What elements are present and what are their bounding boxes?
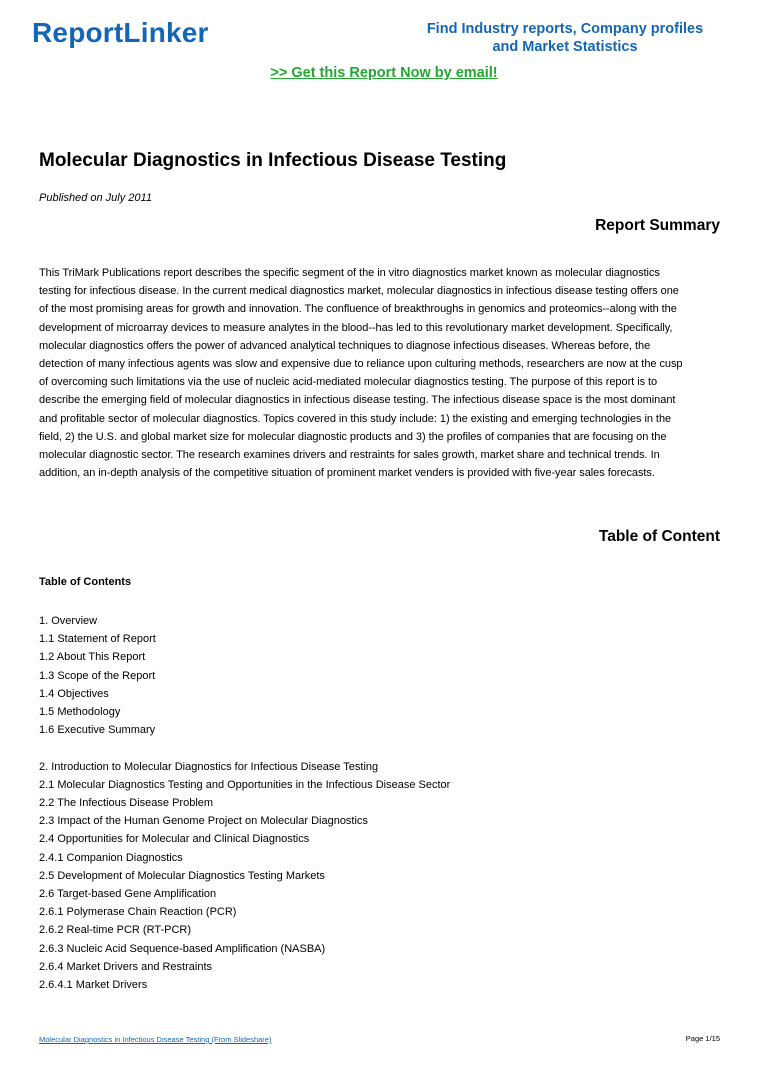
summary-line: of the most promising areas for growth and innovation. The confluence of breakthroughs in genomics and proteomics--along with the xyxy=(39,303,677,316)
get-report-link[interactable]: >> Get this Report Now by email! xyxy=(270,65,498,81)
table-of-content-heading: Table of Content xyxy=(598,528,720,545)
toc-item: 2.1 Molecular Diagnostics Testing and Opportunities in the Infectious Disease Sector xyxy=(39,778,451,791)
toc-item: 2.6 Target-based Gene Amplification xyxy=(39,888,217,901)
tagline xyxy=(405,20,725,56)
summary-line: and profitable sector of molecular diagnostics. Topics covered in this study include: 1) the existing and emerging technologies in the xyxy=(39,412,672,425)
toc-item: 2.6.4.1 Market Drivers xyxy=(39,979,148,992)
toc-item: 2.6.1 Polymerase Chain Reaction (PCR) xyxy=(39,906,237,919)
toc-title: Table of Contents xyxy=(39,576,132,588)
logo[interactable]: ReportLinker xyxy=(32,17,209,48)
summary-line: This TriMark Publications report describes the specific segment of the in vitro diagnostics market known as molecular diagnostics xyxy=(39,267,660,279)
summary-line: describe the emerging field of molecular diagnostics in infectious disease testing. The infectious disease space is the most dominant xyxy=(39,394,676,407)
published-date: Published on July 2011 xyxy=(39,192,152,204)
toc-item: 1.5 Methodology xyxy=(39,706,121,719)
toc-item: 1.4 Objectives xyxy=(39,687,109,700)
toc-item: 1.2 About This Report xyxy=(39,651,146,664)
toc-item: 2.4 Opportunities for Molecular and Clinical Diagnostics xyxy=(39,833,310,846)
toc-item: 2.3 Impact of the Human Genome Project on Molecular Diagnostics xyxy=(39,815,368,828)
toc-item: 1. Overview xyxy=(39,615,98,627)
toc-item: 1.1 Statement of Report xyxy=(39,633,156,646)
summary-line: development of microarray devices to measure analytes in the blood--has led to this revolutionary market development. Specifically, xyxy=(39,321,673,334)
report-summary-text xyxy=(39,264,729,482)
toc-item: 2.6.3 Nucleic Acid Sequence-based Amplification (NASBA) xyxy=(39,942,326,955)
summary-line: addition, an in-depth analysis of the competitive situation of prominent market venders is provided with five-year sales forecasts. xyxy=(39,467,655,480)
summary-line: testing for infectious disease. In the current medical diagnostics market, molecular diagnostics in infectious disease testing offers one xyxy=(39,285,679,298)
toc-item: 2.6.4 Market Drivers and Restraints xyxy=(39,960,213,973)
summary-line: field, 2) the U.S. and global market size for molecular diagnostic products and 3) the profiles of companies that are focusing on the xyxy=(39,430,667,443)
toc-item: 1.3 Scope of the Report xyxy=(39,669,156,682)
summary-line: of overcoming such limitations via the use of nucleic acid-mediated molecular diagnostics testing. The purpose of this report is to xyxy=(39,376,658,389)
toc-item: 2.2 The Infectious Disease Problem xyxy=(39,797,214,810)
report-summary-heading: Report Summary xyxy=(595,217,720,234)
toc-item: 2.6.2 Real-time PCR (RT-PCR) xyxy=(39,924,191,937)
summary-line: molecular diagnostics offers the power of advanced analytical techniques to diagnose infectious diseases. Whereas before, the xyxy=(39,339,651,352)
report-title: Molecular Diagnostics in Infectious Disease Testing xyxy=(39,150,507,171)
toc-item: 2.5 Development of Molecular Diagnostics Testing Markets xyxy=(39,869,325,882)
toc-item: 2. Introduction to Molecular Diagnostics for Infectious Disease Testing xyxy=(39,760,379,773)
toc-list xyxy=(39,612,450,994)
toc-spacer xyxy=(39,739,450,757)
tagline-line-1: Find Industry reports, Company profiles xyxy=(426,21,704,37)
toc-item: 2.4.1 Companion Diagnostics xyxy=(39,851,183,864)
footer-source-link[interactable]: Molecular Diagnostics in Infectious Disease Testing (From Slideshare) xyxy=(39,1035,272,1044)
summary-line: molecular diagnostic sector. The research examines drivers and restraints for sales growth, market share and technical trends. In xyxy=(39,449,660,462)
tagline-line-2: and Market Statistics xyxy=(492,39,638,55)
page-number: Page 1/15 xyxy=(685,1034,720,1043)
summary-line: detection of many infectious agents was slow and expensive due to reliance upon culturing methods, researchers are now at the cusp xyxy=(39,358,683,371)
toc-item: 1.6 Executive Summary xyxy=(39,724,156,737)
